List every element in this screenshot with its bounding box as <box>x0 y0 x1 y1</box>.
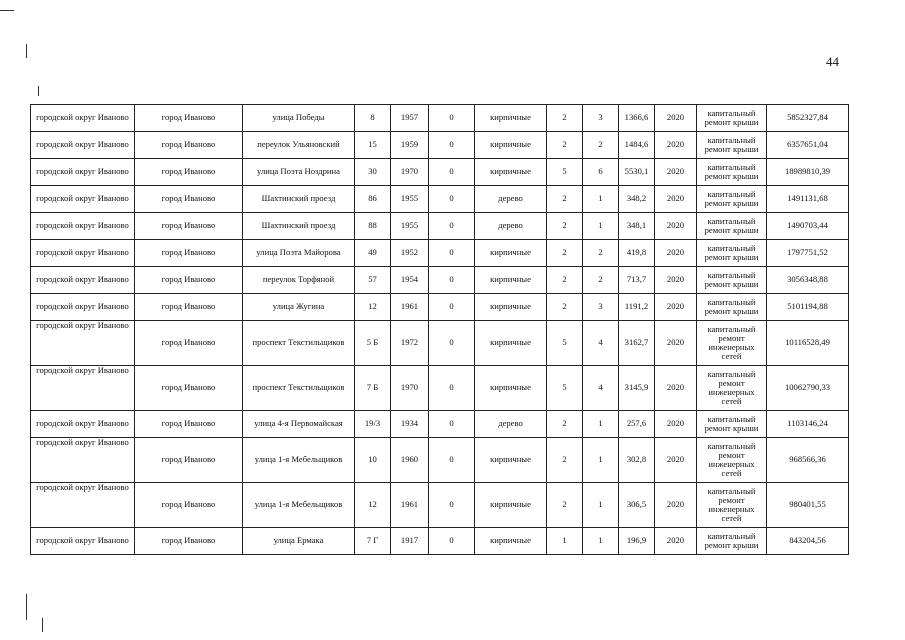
cell-zero: 0 <box>429 483 475 528</box>
cell-work: капитальный ремонт инженерных сетей <box>697 321 767 366</box>
cell-house: 12 <box>355 483 391 528</box>
cell-city: город Иваново <box>135 294 243 321</box>
cell-cost: 5101194,88 <box>767 294 849 321</box>
cell-zero: 0 <box>429 159 475 186</box>
cell-house: 5 Б <box>355 321 391 366</box>
cell-municipality: городской округ Иваново <box>31 483 135 528</box>
cell-plan-year: 2020 <box>655 438 697 483</box>
cell-material: кирпичные <box>475 438 547 483</box>
table-row <box>31 240 849 267</box>
cell-floors: 2 <box>547 186 583 213</box>
cell-street: улица 1-я Мебельщиков <box>243 483 355 528</box>
table-row <box>31 411 849 438</box>
cell-entrances: 2 <box>583 267 619 294</box>
cell-municipality: городской округ Иваново <box>31 213 135 240</box>
cell-municipality: городской округ Иваново <box>31 240 135 267</box>
cell-material: кирпичные <box>475 267 547 294</box>
table-row <box>31 321 849 366</box>
cell-street: Шахтинский проезд <box>243 213 355 240</box>
cell-house: 57 <box>355 267 391 294</box>
cell-floors: 2 <box>547 213 583 240</box>
cell-city: город Иваново <box>135 528 243 555</box>
cell-zero: 0 <box>429 240 475 267</box>
cell-year: 1957 <box>391 105 429 132</box>
cell-material: дерево <box>475 213 547 240</box>
cell-city: город Иваново <box>135 132 243 159</box>
cell-house: 8 <box>355 105 391 132</box>
cell-floors: 5 <box>547 159 583 186</box>
cell-entrances: 2 <box>583 240 619 267</box>
table-row <box>31 132 849 159</box>
cell-work: капитальный ремонт крыши <box>697 240 767 267</box>
table-row <box>31 186 849 213</box>
cell-house: 7 Г <box>355 528 391 555</box>
cell-year: 1970 <box>391 366 429 411</box>
cell-street: улица Поэта Майорова <box>243 240 355 267</box>
cell-year: 1955 <box>391 186 429 213</box>
cell-floors: 2 <box>547 294 583 321</box>
cell-work: капитальный ремонт крыши <box>697 411 767 438</box>
cell-work: капитальный ремонт крыши <box>697 213 767 240</box>
cell-municipality: городской округ Иваново <box>31 132 135 159</box>
cell-cost: 1103146,24 <box>767 411 849 438</box>
cell-year: 1961 <box>391 483 429 528</box>
cell-zero: 0 <box>429 267 475 294</box>
cell-house: 49 <box>355 240 391 267</box>
cell-entrances: 4 <box>583 366 619 411</box>
cell-plan-year: 2020 <box>655 132 697 159</box>
cell-plan-year: 2020 <box>655 366 697 411</box>
cell-city: город Иваново <box>135 483 243 528</box>
table-row <box>31 438 849 483</box>
cell-plan-year: 2020 <box>655 411 697 438</box>
cell-city: город Иваново <box>135 438 243 483</box>
cell-plan-year: 2020 <box>655 267 697 294</box>
cell-cost: 5852327,84 <box>767 105 849 132</box>
cell-cost: 1491131,68 <box>767 186 849 213</box>
cell-year: 1934 <box>391 411 429 438</box>
cell-area: 302,8 <box>619 438 655 483</box>
cell-floors: 2 <box>547 267 583 294</box>
cell-municipality: городской округ Иваново <box>31 159 135 186</box>
cell-cost: 980401,55 <box>767 483 849 528</box>
cell-material: кирпичные <box>475 366 547 411</box>
cell-work: капитальный ремонт крыши <box>697 186 767 213</box>
cell-cost: 18989810,39 <box>767 159 849 186</box>
cell-work: капитальный ремонт крыши <box>697 528 767 555</box>
cell-material: кирпичные <box>475 240 547 267</box>
cell-year: 1960 <box>391 438 429 483</box>
scan-mark <box>26 594 27 620</box>
table-row <box>31 528 849 555</box>
registry-table <box>30 104 849 555</box>
cell-municipality: городской округ Иваново <box>31 366 135 411</box>
cell-zero: 0 <box>429 366 475 411</box>
cell-work: капитальный ремонт инженерных сетей <box>697 438 767 483</box>
cell-cost: 968566,36 <box>767 438 849 483</box>
cell-municipality: городской округ Иваново <box>31 267 135 294</box>
cell-work: капитальный ремонт инженерных сетей <box>697 483 767 528</box>
cell-area: 306,5 <box>619 483 655 528</box>
cell-house: 88 <box>355 213 391 240</box>
cell-plan-year: 2020 <box>655 528 697 555</box>
cell-house: 15 <box>355 132 391 159</box>
cell-street: проспект Текстильщиков <box>243 321 355 366</box>
cell-municipality: городской округ Иваново <box>31 528 135 555</box>
cell-area: 1366,6 <box>619 105 655 132</box>
cell-city: город Иваново <box>135 105 243 132</box>
cell-city: город Иваново <box>135 213 243 240</box>
cell-area: 348,1 <box>619 213 655 240</box>
cell-work: капитальный ремонт крыши <box>697 132 767 159</box>
cell-year: 1961 <box>391 294 429 321</box>
cell-cost: 10062790,33 <box>767 366 849 411</box>
cell-year: 1959 <box>391 132 429 159</box>
cell-entrances: 1 <box>583 483 619 528</box>
cell-municipality: городской округ Иваново <box>31 294 135 321</box>
cell-street: улица 1-я Мебельщиков <box>243 438 355 483</box>
table-row <box>31 267 849 294</box>
cell-zero: 0 <box>429 321 475 366</box>
table-row <box>31 294 849 321</box>
table-row <box>31 105 849 132</box>
cell-cost: 843204,56 <box>767 528 849 555</box>
cell-entrances: 2 <box>583 132 619 159</box>
cell-city: город Иваново <box>135 321 243 366</box>
cell-entrances: 3 <box>583 105 619 132</box>
cell-entrances: 1 <box>583 213 619 240</box>
scan-mark <box>0 10 14 11</box>
cell-zero: 0 <box>429 411 475 438</box>
cell-house: 7 Б <box>355 366 391 411</box>
cell-zero: 0 <box>429 105 475 132</box>
cell-entrances: 1 <box>583 411 619 438</box>
cell-floors: 2 <box>547 483 583 528</box>
cell-year: 1955 <box>391 213 429 240</box>
cell-street: улица Жугина <box>243 294 355 321</box>
cell-plan-year: 2020 <box>655 213 697 240</box>
cell-entrances: 3 <box>583 294 619 321</box>
cell-street: улица 4-я Первомайская <box>243 411 355 438</box>
cell-work: капитальный ремонт крыши <box>697 267 767 294</box>
cell-entrances: 1 <box>583 438 619 483</box>
cell-floors: 5 <box>547 366 583 411</box>
cell-area: 257,6 <box>619 411 655 438</box>
cell-zero: 0 <box>429 213 475 240</box>
cell-material: кирпичные <box>475 294 547 321</box>
cell-material: кирпичные <box>475 321 547 366</box>
cell-zero: 0 <box>429 294 475 321</box>
cell-city: город Иваново <box>135 186 243 213</box>
cell-plan-year: 2020 <box>655 105 697 132</box>
cell-zero: 0 <box>429 528 475 555</box>
cell-work: капитальный ремонт крыши <box>697 294 767 321</box>
cell-floors: 2 <box>547 132 583 159</box>
cell-year: 1952 <box>391 240 429 267</box>
cell-house: 30 <box>355 159 391 186</box>
cell-year: 1917 <box>391 528 429 555</box>
cell-material: кирпичные <box>475 105 547 132</box>
cell-municipality: городской округ Иваново <box>31 321 135 366</box>
cell-plan-year: 2020 <box>655 240 697 267</box>
scan-mark <box>26 44 27 58</box>
cell-year: 1970 <box>391 159 429 186</box>
cell-cost: 6357651,04 <box>767 132 849 159</box>
cell-floors: 2 <box>547 240 583 267</box>
cell-cost: 1490703,44 <box>767 213 849 240</box>
cell-area: 1191,2 <box>619 294 655 321</box>
cell-cost: 10116528,49 <box>767 321 849 366</box>
cell-plan-year: 2020 <box>655 483 697 528</box>
cell-entrances: 6 <box>583 159 619 186</box>
cell-area: 3162,7 <box>619 321 655 366</box>
cell-plan-year: 2020 <box>655 294 697 321</box>
cell-house: 10 <box>355 438 391 483</box>
cell-municipality: городской округ Иваново <box>31 105 135 132</box>
table-row <box>31 366 849 411</box>
cell-floors: 1 <box>547 528 583 555</box>
cell-entrances: 1 <box>583 528 619 555</box>
cell-floors: 2 <box>547 105 583 132</box>
cell-cost: 3056348,88 <box>767 267 849 294</box>
table-row <box>31 159 849 186</box>
cell-zero: 0 <box>429 132 475 159</box>
cell-municipality: городской округ Иваново <box>31 186 135 213</box>
cell-street: улица Победы <box>243 105 355 132</box>
cell-entrances: 4 <box>583 321 619 366</box>
cell-municipality: городской округ Иваново <box>31 411 135 438</box>
scan-mark <box>38 86 39 96</box>
cell-area: 5530,1 <box>619 159 655 186</box>
cell-area: 196,9 <box>619 528 655 555</box>
cell-street: переулок Ульяновский <box>243 132 355 159</box>
cell-material: кирпичные <box>475 483 547 528</box>
cell-street: переулок Торфяной <box>243 267 355 294</box>
cell-material: дерево <box>475 411 547 438</box>
cell-year: 1972 <box>391 321 429 366</box>
cell-entrances: 1 <box>583 186 619 213</box>
cell-material: кирпичные <box>475 528 547 555</box>
cell-street: проспект Текстильщиков <box>243 366 355 411</box>
cell-municipality: городской округ Иваново <box>31 438 135 483</box>
cell-city: город Иваново <box>135 267 243 294</box>
table-row <box>31 483 849 528</box>
cell-work: капитальный ремонт крыши <box>697 159 767 186</box>
cell-floors: 2 <box>547 411 583 438</box>
cell-plan-year: 2020 <box>655 159 697 186</box>
cell-street: Шахтинский проезд <box>243 186 355 213</box>
cell-work: капитальный ремонт крыши <box>697 105 767 132</box>
cell-street: улица Поэта Ноздрина <box>243 159 355 186</box>
cell-house: 12 <box>355 294 391 321</box>
cell-floors: 5 <box>547 321 583 366</box>
cell-house: 86 <box>355 186 391 213</box>
cell-work: капитальный ремонт инженерных сетей <box>697 366 767 411</box>
cell-area: 713,7 <box>619 267 655 294</box>
cell-city: город Иваново <box>135 411 243 438</box>
cell-city: город Иваново <box>135 240 243 267</box>
cell-zero: 0 <box>429 186 475 213</box>
cell-material: кирпичные <box>475 159 547 186</box>
cell-area: 3145,9 <box>619 366 655 411</box>
cell-material: кирпичные <box>475 132 547 159</box>
cell-year: 1954 <box>391 267 429 294</box>
table-row <box>31 213 849 240</box>
cell-area: 419,8 <box>619 240 655 267</box>
cell-plan-year: 2020 <box>655 321 697 366</box>
cell-area: 348,2 <box>619 186 655 213</box>
cell-street: улица Ермака <box>243 528 355 555</box>
cell-area: 1484,6 <box>619 132 655 159</box>
page-number: 44 <box>826 54 839 69</box>
cell-material: дерево <box>475 186 547 213</box>
cell-city: город Иваново <box>135 366 243 411</box>
scan-mark <box>42 618 43 632</box>
cell-city: город Иваново <box>135 159 243 186</box>
cell-zero: 0 <box>429 438 475 483</box>
cell-cost: 1797751,52 <box>767 240 849 267</box>
cell-house: 19/3 <box>355 411 391 438</box>
cell-floors: 2 <box>547 438 583 483</box>
cell-plan-year: 2020 <box>655 186 697 213</box>
